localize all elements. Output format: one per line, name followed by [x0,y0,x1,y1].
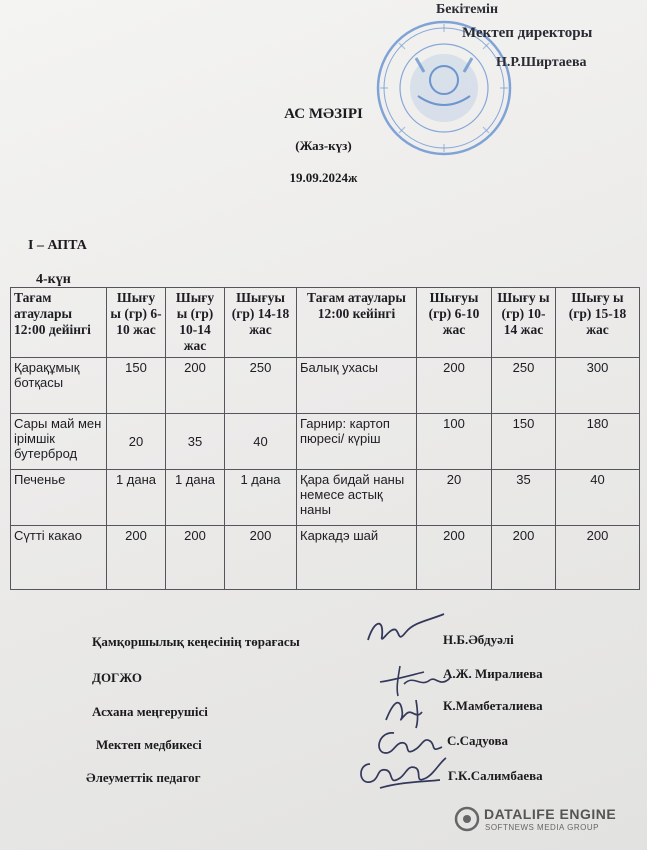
col-header: Шығу ы (гр) 10-14 жас [492,288,556,358]
watermark-logo [454,804,634,838]
watermark-name: DATALIFE ENGINE [484,806,617,822]
dish-afternoon: Балық ухасы [297,358,417,414]
portion: 20 [107,414,166,470]
dish-morning: Печенье [11,470,107,526]
portion: 200 [417,358,492,414]
dish-afternoon: Гарнир: картоп пюресі/ күріш [297,414,417,470]
signature-role: Мектеп медбикесі [96,737,202,752]
signature-role: ДОГЖО [92,670,142,685]
portion: 300 [556,358,640,414]
portion: 150 [107,358,166,414]
signature-role: Асхана меңгерушісі [92,704,208,719]
table-row [11,470,640,526]
col-header: Тағам атаулары 12:00 дейінгі [11,288,107,358]
dish-morning: Сары май мен ірімшік бутерброд [11,414,107,470]
signature-row [0,733,647,769]
director-name: Н.Р.Ширтаева [496,55,587,70]
signature-name: С.Садуова [447,733,508,748]
portion: 200 [166,526,225,590]
table-row [11,414,640,470]
portion: 20 [417,470,492,526]
table-row [11,526,640,590]
portion: 250 [225,358,297,414]
portion: 35 [492,470,556,526]
signature-row [0,664,647,700]
portion: 200 [492,526,556,590]
director-position: Мектеп директоры [462,25,593,41]
signature-row [0,630,647,666]
table-row [11,358,640,414]
portion: 180 [556,414,640,470]
signature-role: Қамқоршылық кеңесінің төрағасы [92,634,300,649]
signature-name: Н.Б.Әбдуәлі [443,632,514,647]
col-header: Шығу ы (гр) 10-14 жас [166,288,225,358]
portion: 40 [225,414,297,470]
portion: 200 [107,526,166,590]
col-header: Шығу ы (гр) 6-10 жас [107,288,166,358]
col-header: Шығуы (гр) 14-18 жас [225,288,297,358]
handwritten-signature [360,612,450,652]
menu-date: 19.09.2024ж [289,170,358,185]
dish-morning: Қарақұмық ботқасы [11,358,107,414]
col-header: Шығуы (гр) 6-10 жас [417,288,492,358]
approved-label: Бекітемін [436,2,499,17]
signature-role: Әлеуметтік педагог [86,770,201,785]
datalife-icon [454,806,480,832]
portion: 40 [556,470,640,526]
portion: 1 дана [166,470,225,526]
portion: 1 дана [225,470,297,526]
portion: 100 [417,414,492,470]
menu-table [10,287,640,590]
handwritten-signature [350,752,450,792]
watermark-sub: SOFTNEWS MEDIA GROUP [485,823,600,832]
col-header: Шығу ы (гр) 15-18 жас [556,288,640,358]
signature-name: К.Мамбеталиева [443,698,543,713]
portion: 1 дана [107,470,166,526]
dish-morning: Сүтті какао [11,526,107,590]
table-header-row [11,288,640,358]
day-label: 4-күн [36,272,71,287]
portion: 200 [417,526,492,590]
signature-row [0,698,647,734]
portion: 150 [492,414,556,470]
week-label: I – АПТА [28,238,87,253]
signature-name: Г.К.Салимбаева [448,768,543,783]
portion: 250 [492,358,556,414]
col-header: Тағам атаулары 12:00 кейінгі [297,288,417,358]
portion: 200 [225,526,297,590]
season: (Жаз-күз) [295,138,352,153]
portion: 200 [166,358,225,414]
signature-row [0,766,647,802]
portion: 35 [166,414,225,470]
portion: 200 [556,526,640,590]
page-title: АС МӘЗІРІ [284,106,363,122]
dish-afternoon: Каркадэ шай [297,526,417,590]
signature-name: А.Ж. Миралиева [443,666,543,681]
dish-afternoon: Қара бидай наны немесе астық наны [297,470,417,526]
